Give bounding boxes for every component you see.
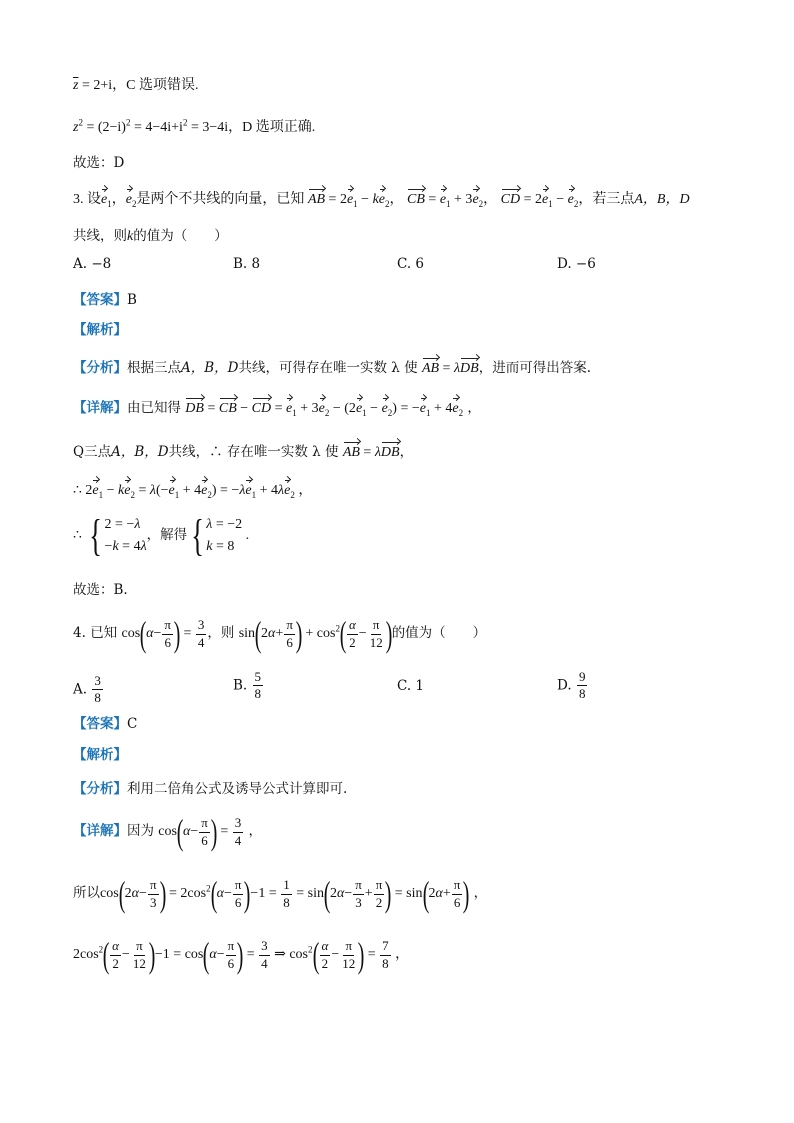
- q3-final: 故选：B.: [73, 582, 128, 598]
- l2-tail: ，D 选项正确.: [228, 120, 316, 135]
- q3-option-b: B. 8: [233, 256, 261, 272]
- q4-detail-2: 所以cos(2α− $\frac{\pi}{3}$ ) = $2\cos^2(\alpha-$ $\frac{\pi}{6}$ )−1 = $\frac{1}{8}$ = sin(2α− $\frac{\pi}{3}$ + $\frac{\pi}{2}$ ) = sin(2α+ $\frac{\pi}{6}$ ) ，: [73, 874, 488, 914]
- q3-stem: 3. 设$e_1$，$e_2$是两个不共线的向量，已知 AB = $2e_1 - ke_2$， CB = $e_1 + 3e_2$， CD = $2e_1 - e_2$，若三点A，B，D: [73, 192, 690, 209]
- q4-option-c: C. 1: [397, 678, 425, 694]
- l1-tail: ，C 选项错误.: [112, 78, 199, 93]
- line-conj: $\overline{z} = 2+i$，C 选项错误.: [73, 78, 199, 93]
- q4-option-d: D. $\frac{9}{8}$: [557, 669, 586, 702]
- answer-choice-d: 故选：D: [73, 155, 125, 171]
- q4-option-b: B. $\frac{5}{8}$: [233, 669, 262, 702]
- line-zsq: $z^2 = (2-i)^2 = 4-4i+i^2 = 3-4i$，D 选项正确.: [73, 117, 316, 135]
- q3-option-d: D. −6: [557, 256, 596, 272]
- q3-option-c: C. 6: [397, 256, 425, 272]
- q4-options: [73, 666, 733, 706]
- q4-analysis: 【分析】利用二倍角公式及诱导公式计算即可.: [73, 781, 348, 797]
- q3-stem-2: 共线，则k的值为（ ）: [73, 228, 228, 244]
- q4-option-a: A. $\frac{3}{8}$: [73, 673, 101, 706]
- q3-detail-1: 【详解】由已知得 DB = CB − CD = $e_1 + 3e_2 - (2e_1 - e_2) = -e_1 + 4e_2$ ，: [73, 400, 481, 418]
- q3-detail-2: Q三点A，B，D共线，∴ 存在唯一实数 λ 使 AB = λDB，: [73, 444, 414, 460]
- q3-detail-4: ∴ { 2 = −λ −k = 4λ ，解得 { λ = −2 k = 8 .: [73, 511, 250, 560]
- q3-answer: 【答案】B: [73, 292, 137, 308]
- q4-jiexi: 【解析】: [73, 747, 127, 763]
- q4-answer: 【答案】C: [73, 716, 138, 732]
- q4-stem: 4. 已知 cos(α− $\frac{\pi}{6}$ ) = $\frac{3}{4}$ ，则 sin(2α+ $\frac{\pi}{6}$ ) + $\cos^2$( $\frac{\alpha}{2}$ − $\frac{\pi}{12}$ )的值为（ ）: [73, 614, 487, 654]
- q3-options: [73, 256, 733, 274]
- q3-analysis: 【分析】根据三点A，B，D共线，可得存在唯一实数 λ 使 AB = λDB，进而可得出答案.: [73, 360, 591, 376]
- q4-detail-3: $2\cos^2$( $\frac{\alpha}{2}$ − $\frac{\pi}{12}$ )−1 = cos(α− $\frac{\pi}{6}$ ) = $\frac{3}{4}$ ⇒ $\cos^2$( $\frac{\alpha}{2}$ − $\frac{\pi}{12}$ ) = $\frac{7}{8}$ ，: [73, 935, 410, 975]
- q3-detail-3: ∴ $2e_1 - ke_2 = \lambda(-e_1 + 4e_2) = -\lambda e_1 + 4\lambda e_2$ ，: [73, 483, 313, 500]
- q3-option-a: A. −8: [73, 256, 112, 272]
- q3-jiexi: 【解析】: [73, 322, 127, 338]
- q4-detail-1: 【详解】因为 cos(α− $\frac{\pi}{6}$ ) = $\frac{3}{4}$ ，: [73, 812, 263, 852]
